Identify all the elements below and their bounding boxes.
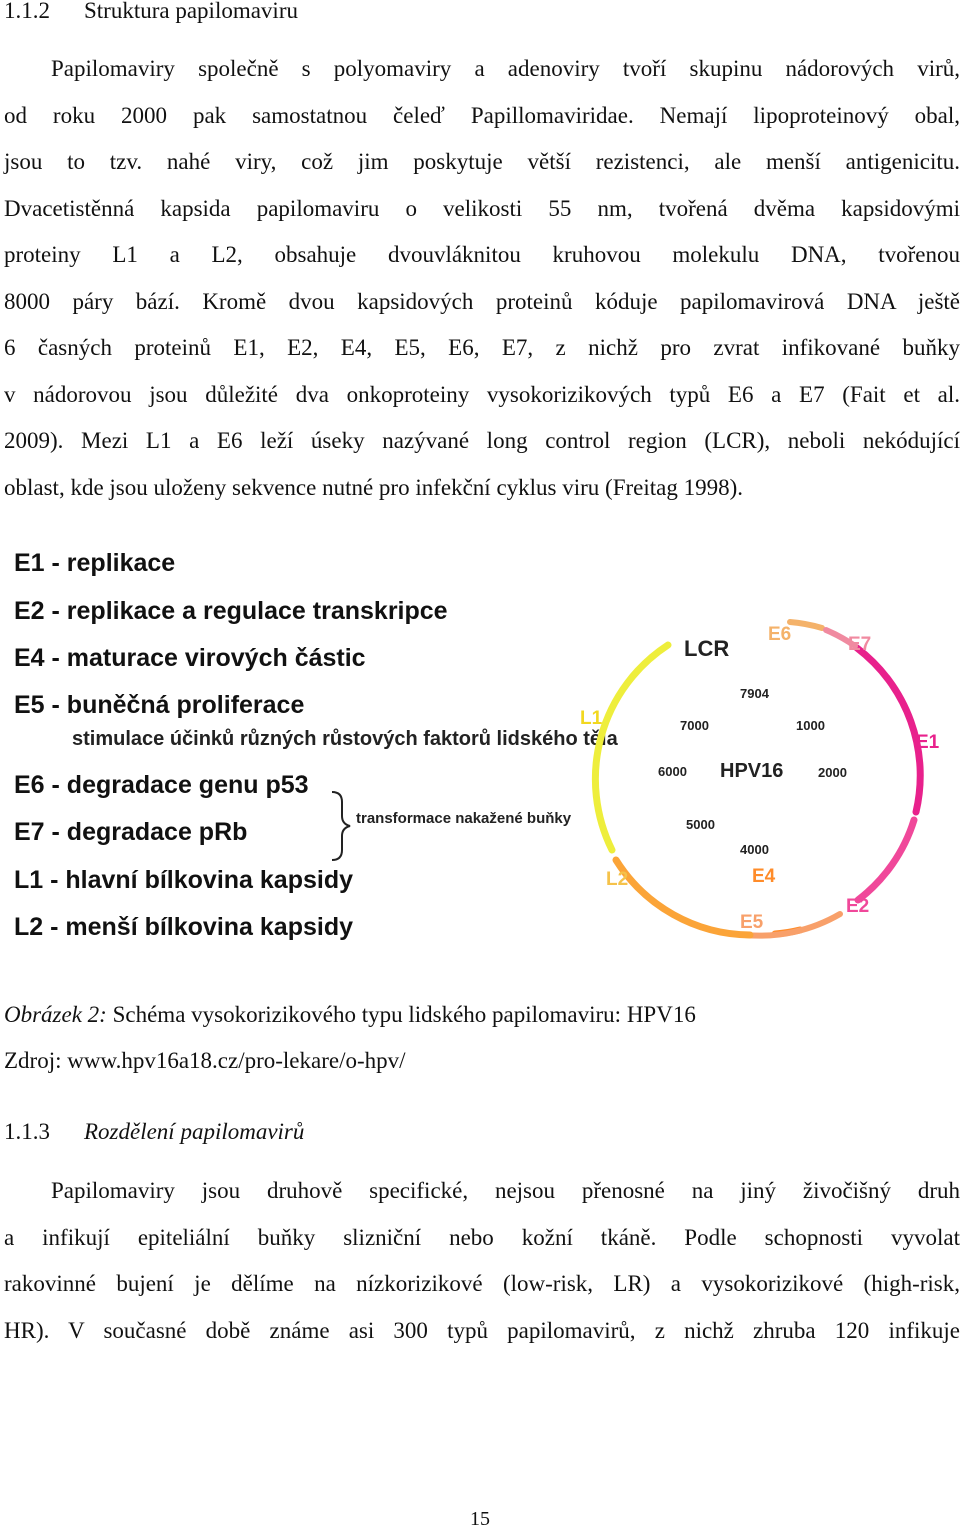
gene-label-l1: L1	[580, 708, 603, 729]
figure-text: Schéma vysokorizikového typu lidského papilomaviru: HPV16	[106, 1002, 696, 1027]
paragraph-line: Papilomaviry společně s polyomaviry a adenoviry tvoří skupinu nádorových virů,	[51, 56, 960, 81]
transform-note: transformace nakažené buňky	[356, 810, 572, 827]
gene-label-e5: E5	[740, 912, 764, 933]
paragraph-structure	[4, 46, 960, 511]
legend-e6: E6 - degradace genu p53	[14, 771, 309, 799]
section-title: Rozdělení papilomavirů	[84, 1119, 305, 1144]
arc-e1	[857, 648, 920, 812]
position-4000: 4000	[740, 842, 769, 857]
gene-label-e1: E1	[916, 732, 940, 753]
gene-label-e7: E7	[848, 634, 872, 655]
gene-label-e4: E4	[752, 866, 776, 887]
paragraph-line: 2009). Mezi L1 a E6 leží úseky nazývané long control region (LCR), neboli nekódující	[4, 428, 960, 453]
paragraph-line: Papilomaviry jsou druhově specifické, nejsou přenosné na jiný živočišný druh	[51, 1178, 960, 1203]
paragraph-line: Dvacetistěnná kapsida papilomaviru o velikosti 55 nm, tvořená dvěma kapsidovými	[4, 195, 960, 221]
page-number: 15	[470, 1508, 490, 1530]
paragraph-line: 6 časných proteinů E1, E2, E4, E5, E6, E7, z nichž pro zvrat infikované buňky	[4, 335, 960, 360]
arc-e2	[858, 820, 914, 900]
paragraph-line: v nádorovou jsou důležité dva onkoproteiny vysokorizikových typů E6 a E7 (Fait et al.	[4, 381, 960, 407]
position-2000: 2000	[818, 765, 847, 780]
gene-label-e2: E2	[846, 896, 870, 917]
figure-source: Zdroj: www.hpv16a18.cz/pro-lekare/o-hpv/	[4, 1048, 406, 1073]
position-1000: 1000	[796, 718, 825, 733]
paragraph-line: jsou to tzv. nahé viry, což jim poskytuje větší rezistenci, ale menší antigenicitu.	[4, 149, 960, 174]
paragraph-line: HR). V současné době známe asi 300 typů papilomavirů, z nichž zhruba 120 infikuje	[4, 1317, 960, 1343]
paragraph-line: od roku 2000 pak samostatnou čeleď Papillomaviridae. Nemají lipoproteinový obal,	[4, 102, 960, 128]
legend-e7: E7 - degradace pRb	[14, 818, 248, 846]
gene-label-e6: E6	[768, 624, 792, 645]
position-7000: 7000	[680, 718, 709, 733]
section-number: 1.1.2	[4, 0, 50, 23]
section-heading-1-1-3	[4, 1115, 304, 1149]
section-heading-1-1-2	[4, 0, 298, 28]
position-6000: 6000	[658, 764, 687, 779]
legend-e5: E5 - buněčná proliferace	[14, 691, 305, 719]
legend-l2: L2 - menší bílkovina kapsidy	[14, 913, 354, 941]
position-5000: 5000	[686, 817, 715, 832]
legend-e2: E2 - replikace a regulace transkripce	[14, 597, 448, 625]
figure-label: Obrázek 2:	[4, 1002, 107, 1027]
section-number: 1.1.3	[4, 1119, 50, 1144]
position-7904: 7904	[740, 686, 769, 701]
paragraph-line: 8000 páry bází. Kromě dvou kapsidových proteinů kóduje papilomavirová DNA ještě	[4, 288, 960, 314]
paragraph-classification	[4, 1168, 960, 1354]
hpv16-diagram	[0, 530, 960, 970]
paragraph-line: oblast, kde jsou uloženy sekvence nutné pro infekční cyklus viru (Freitag 1998).	[4, 474, 744, 500]
lcr-label: LCR	[684, 636, 730, 661]
genome-label: HPV16	[720, 760, 784, 782]
arc-l2	[616, 860, 750, 935]
legend-e1: E1 - replikace	[14, 549, 176, 577]
legend-l1: L1 - hlavní bílkovina kapsidy	[14, 866, 353, 894]
section-title: Struktura papilomaviru	[84, 0, 298, 23]
brace-icon	[332, 792, 350, 860]
legend-e4: E4 - maturace virových částic	[14, 644, 366, 672]
paragraph-line: proteiny L1 a L2, obsahuje dvouvláknitou kruhovou molekulu DNA, tvořenou	[4, 242, 960, 267]
paragraph-line: a infikují epiteliální buňky slizniční nebo kožní tkáně. Podle schopnosti vyvolat	[4, 1224, 960, 1250]
e5-note: stimulace účinků různých růstových faktorů lidského těla	[72, 728, 618, 750]
paragraph-line: rakovinné bujení je dělíme na nízkorizikové (low-risk, LR) a vysokorizikové (high-risk,	[4, 1271, 960, 1296]
figure-caption	[4, 992, 696, 1084]
gene-label-l2: L2	[606, 869, 629, 890]
hpv16-genome-figure	[0, 530, 960, 970]
arc-e6	[790, 622, 822, 628]
